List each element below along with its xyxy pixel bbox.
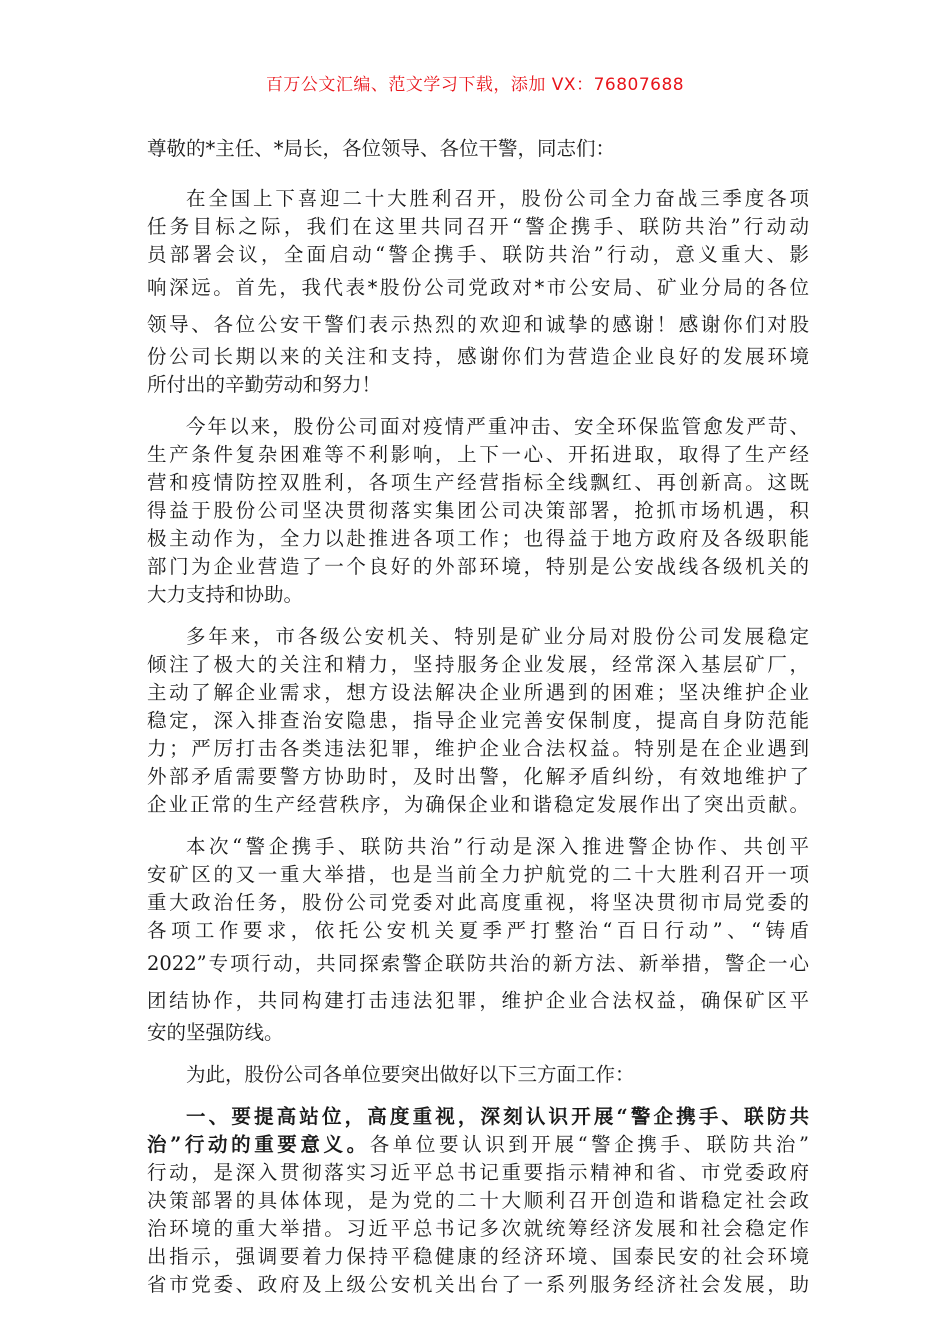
text-line: 今年以来，股份公司面对疫情严重冲击、安全环保监管愈发严苛、: [186, 415, 809, 438]
text-line: 力；严厉打击各类违法犯罪，维护企业合法权益。特别是在企业遇到: [147, 737, 809, 760]
text-line: 部门为企业营造了一个良好的外部环境，特别是公安战线各级机关的: [147, 555, 809, 578]
text-line: 出指示，强调要着力保持平稳健康的经济环境、国泰民安的社会环境: [147, 1245, 809, 1268]
text-line: 团结协作，共同构建打击违法犯罪，维护企业合法权益，确保矿区平: [147, 989, 809, 1012]
text-line: 份公司长期以来的关注和支持，感谢你们为营造企业良好的发展环境: [147, 345, 809, 368]
text-line: 重大政治任务，股份公司党委对此高度重视，将坚决贯彻市局党委的: [147, 891, 809, 914]
text-run: 各单位要认识到开展“警企携手、联防共治”: [369, 1133, 809, 1156]
text-line: [147, 1103, 809, 1131]
text-line: 员部署会议，全面启动“警企携手、联防共治”行动，意义重大、影: [147, 243, 809, 266]
text-line: 营和疫情防控双胜利，各项生产经营指标全线飘红、再创新高。这既: [147, 471, 809, 494]
paragraph-6: [147, 1103, 809, 1299]
text-line: 任务目标之际，我们在这里共同召开“警企携手、联防共治”行动动: [147, 215, 809, 238]
text-line: 为此，股份公司各单位要突出做好以下三方面工作：: [186, 1063, 635, 1086]
text-line: 决策部署的具体体现，是为党的二十大顺利召开创造和谐稳定社会政: [147, 1189, 809, 1212]
text-line: 主动了解企业需求，想方设法解决企业所遇到的困难；坚决维护企业: [147, 681, 809, 704]
text-line: 安的坚强防线。: [147, 1021, 284, 1044]
text-line: 安矿区的又一重大举措，也是当前全力护航党的二十大胜利召开一项: [147, 863, 809, 886]
text-line: 行动，是深入贯彻落实习近平总书记重要指示精神和省、市党委政府: [147, 1161, 809, 1184]
paragraph-3: [147, 623, 809, 819]
text-line: 各项工作要求，依托公安机关夏季严打整治“百日行动”、“铸盾: [147, 919, 809, 942]
paragraph-1: [147, 185, 809, 399]
paragraph-4: [147, 833, 809, 1047]
paragraph-5: [147, 1061, 809, 1089]
section-heading-part-1: 一、要提高站位，高度重视，深刻认识开展“警企携手、联防共: [186, 1105, 809, 1128]
text-line: 得益于股份公司坚决贯彻落实集团公司决策部署，抢抓市场机遇，积: [147, 499, 809, 522]
section-heading-part-2: 治”行动的重要意义。: [147, 1133, 370, 1156]
text-line: 大力支持和协助。: [147, 583, 304, 606]
text-line: 领导、各位公安干警们表示热烈的欢迎和诚挚的感谢！感谢你们对股: [147, 313, 809, 336]
salutation: [147, 135, 809, 163]
text-line: 省市党委、政府及上级公安机关出台了一系列服务经济社会发展，助: [147, 1273, 809, 1296]
text-line: 倾注了极大的关注和精力，坚持服务企业发展，经常深入基层矿厂，: [147, 653, 809, 676]
text-line: 本次“警企携手、联防共治”行动是深入推进警企协作、共创平: [186, 835, 809, 858]
document-body: [147, 135, 809, 1299]
text-line: 稳定，深入排查治安隐患，指导企业完善安保制度，提高自身防范能: [147, 709, 809, 732]
text-line: 企业正常的生产经营秩序，为确保企业和谐稳定发展作出了突出贡献。: [147, 793, 809, 816]
text-line: [147, 1131, 809, 1159]
header-banner: 百万公文汇编、范文学习下载，添加 VX：76807688: [265, 75, 685, 95]
text-line: 多年来，市各级公安机关、特别是矿业分局对股份公司发展稳定: [186, 625, 809, 648]
paragraph-2: [147, 413, 809, 609]
salutation-line: 尊敬的*主任、*局长，各位领导、各位干警，同志们：: [147, 137, 616, 160]
text-line: 极主动作为，全力以赴推进各项工作；也得益于地方政府及各级职能: [147, 527, 809, 550]
text-line: 2022”专项行动，共同探索警企联防共治的新方法、新举措，警企一心: [147, 952, 809, 975]
text-line: 响深远。首先，我代表*股份公司党政对*市公安局、矿业分局的各位: [147, 276, 809, 299]
text-line: 在全国上下喜迎二十大胜利召开，股份公司全力奋战三季度各项: [186, 187, 809, 210]
text-line: 治环境的重大举措。习近平总书记多次就统筹经济发展和社会稳定作: [147, 1217, 809, 1240]
text-line: 所付出的辛勤劳动和努力！: [147, 373, 382, 396]
text-line: 生产条件复杂困难等不利影响，上下一心、开拓进取，取得了生产经: [147, 443, 809, 466]
text-line: 外部矛盾需要警方协助时，及时出警，化解矛盾纠纷，有效地维护了: [147, 765, 809, 788]
